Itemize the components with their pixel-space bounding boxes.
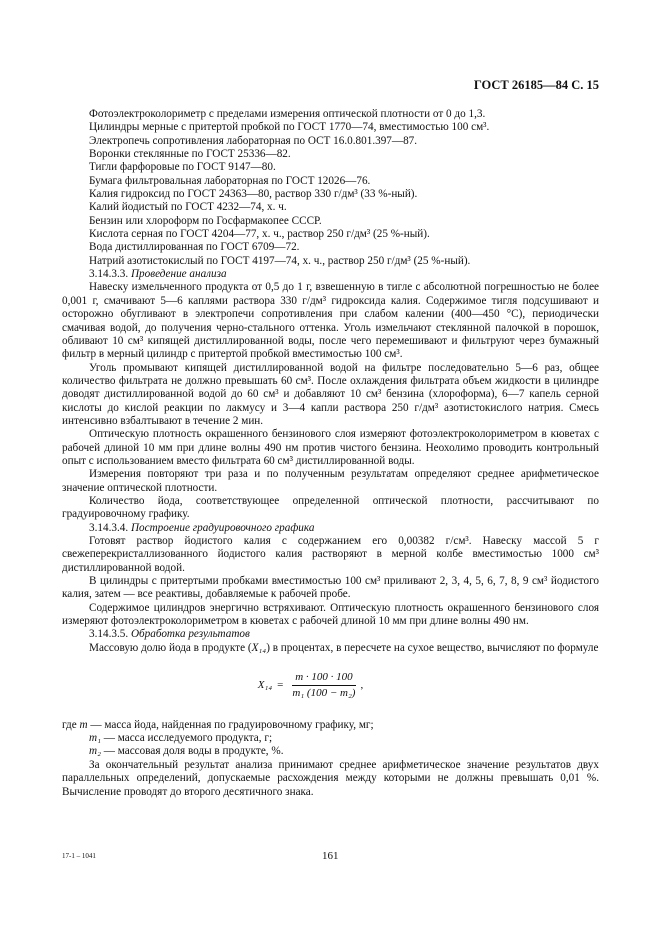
symbol: m — [79, 718, 88, 731]
section-heading — [62, 268, 599, 281]
formula — [62, 671, 599, 701]
paragraph: Уголь промывают кипящей дистиллированной водой на фильтре последовательно 5—6 раз, общее количество фильтрата не должно превышать 60 см³. После охлаждения фильтрата объем жидкости в цилиндре доводят дистиллированной водой до 60 см³ и добавляют 10 см³ бензина (хлороформа), 6—7 капель серной кислоты до кислой реакции по лакмусу и 3—4 капли раствора 250 г/дм³ азотистокислого натрия. Смесь интенсивно взбалтывают в течение 2 мин. — [62, 361, 599, 427]
section-title: Проведение анализа — [130, 268, 227, 281]
section-title: Обработка результатов — [130, 628, 250, 641]
equipment-list — [62, 108, 599, 268]
list-item: Бензин или хлороформ по Госфармакопее СССР. — [89, 214, 322, 227]
page-header: ГОСТ 26185—84 С. 15 — [473, 78, 599, 92]
list-item: Цилиндры мерные с притертой пробкой по ГОСТ 1770—74, вместимостью 100 см³. — [89, 121, 490, 134]
list-item: Тигли фарфоровые по ГОСТ 9147—80. — [89, 161, 276, 174]
section-heading — [62, 522, 599, 535]
paragraph: За окончательный результат анализа принимают среднее арифметическое значение результатов двух параллельных определений, допускаемые расхождения между которыми не должны превышать 0,01 %. Вычисление проводят до второго десятичного знака. — [62, 758, 599, 798]
formula-comma: , — [360, 679, 364, 692]
paragraph: Содержимое цилиндров энергично встряхивают. Оптическую плотность окрашенного бензинового слоя измеряют фотоэлектроколориметром в кюветах с рабочей длиной 10 мм при длине волны 490 нм. — [62, 601, 599, 628]
list-item: Вода дистиллированная по ГОСТ 6709—72. — [89, 241, 300, 254]
legend-item — [62, 719, 599, 732]
document-body — [62, 108, 599, 799]
list-item: Электропечь сопротивления лабораторная по ОСТ 16.0.801.397—87. — [89, 134, 418, 147]
list-item: Бумага фильтровальная лабораторная по ГОСТ 12026—76. — [89, 174, 371, 187]
section-number: 3.14.3.5. — [89, 628, 129, 641]
text: где — [62, 718, 80, 731]
formula-equals: = — [277, 679, 284, 692]
paragraph — [62, 642, 599, 655]
footer-code: 17-1 – 1041 — [62, 852, 96, 860]
text: Массовую долю йода в продукте ( — [89, 641, 252, 654]
symbol: m₂ — [89, 745, 101, 758]
section-heading — [62, 628, 599, 641]
list-item: Фотоэлектроколориметр с пределами измерения оптической плотности от 0 до 1,3. — [89, 108, 486, 120]
paragraph: Навеску измельченного продукта от 0,5 до 1 г, взвешенную в тигле с абсолютной погрешностью не более 0,001 г, смачивают 5—6 каплями раствора 330 г/дм³ гидроксида калия. Содержимое тигля подсушивают и осторожно обугливают в электропечи сопротивления при слабом калении (400—450 °С), периодически смачивая водой, до получения черно-стального оттенка. Уголь измельчают стеклянной палочкой в порошок, обливают 10 см³ кипящей дистиллированной воды, после чего перемешивают и фильтруют через бумажный фильтр в мерный цилиндр с притертой пробкой вместимостью 100 см³. — [62, 281, 599, 361]
section-title: Построение градуировочного графика — [130, 521, 315, 534]
section-number: 3.14.3.4. — [89, 521, 129, 534]
text: — масса йода, найденная по градуировочному графику, мг; — [87, 718, 374, 731]
paragraph: Количество йода, соответствующее определенной оптической плотности, рассчитывают по градуировочному графику. — [62, 494, 599, 521]
list-item: Натрий азотистокислый по ГОСТ 4197—74, х. ч., раствор 250 г/дм³ (25 %-ный). — [89, 254, 471, 267]
page-number: 161 — [322, 850, 339, 862]
paragraph: Измерения повторяют три раза и по полученным результатам определяют среднее арифметическое значение оптической плотности. — [62, 468, 599, 494]
fraction — [289, 671, 358, 701]
paragraph: Готовят раствор йодистого калия с содержанием его 0,00382 г/см³. Навеску массой 5 г свежеперекристаллизованного йодистого калия растворяют в мерной колбе вместимостью 1000 см³ дистиллированной водой. — [62, 535, 599, 574]
variable: X₁₄ — [251, 641, 267, 654]
list-item: Калия гидроксид по ГОСТ 24363—80, раствор 330 г/дм³ (33 %-ный). — [89, 188, 418, 201]
list-item: Воронки стеклянные по ГОСТ 25336—82. — [89, 148, 291, 161]
text: — массовая доля воды в продукте, %. — [100, 745, 284, 758]
legend-item — [62, 732, 599, 745]
legend-item — [62, 745, 599, 758]
denominator: m₁ (100 − m₂) — [292, 687, 356, 700]
section-number: 3.14.3.3. — [89, 268, 129, 281]
symbol: m₁ — [89, 732, 101, 745]
numerator: m · 100 · 100 — [292, 671, 355, 686]
paragraph: Оптическую плотность окрашенного бензинового слоя измеряют фотоэлектроколориметром в кюветах с рабочей длиной 10 мм при длине волны 490 нм против чистого бензина. Неохолимо проводить контрольный опыт с использованием вместо фильтрата 60 см³ дистиллированной воды. — [62, 428, 599, 467]
paragraph: В цилиндры с притертыми пробками вместимостью 100 см³ приливают 2, 3, 4, 5, 6, 7, 8, 9 см³ йодистого калия, затем — все реактивы, добавляемые к рабочей пробе. — [62, 575, 599, 601]
text: — масса исследуемого продукта, г; — [100, 732, 273, 745]
list-item: Кислота серная по ГОСТ 4204—77, х. ч., раствор 250 г/дм³ (25 %-ный). — [89, 228, 430, 241]
text: ) в процентах, в пересчете на сухое вещество, вычисляют по формуле — [266, 641, 599, 654]
formula-lhs: X₁₄ — [257, 679, 273, 692]
list-item: Калий йодистый по ГОСТ 4232—74, х. ч. — [89, 201, 287, 214]
